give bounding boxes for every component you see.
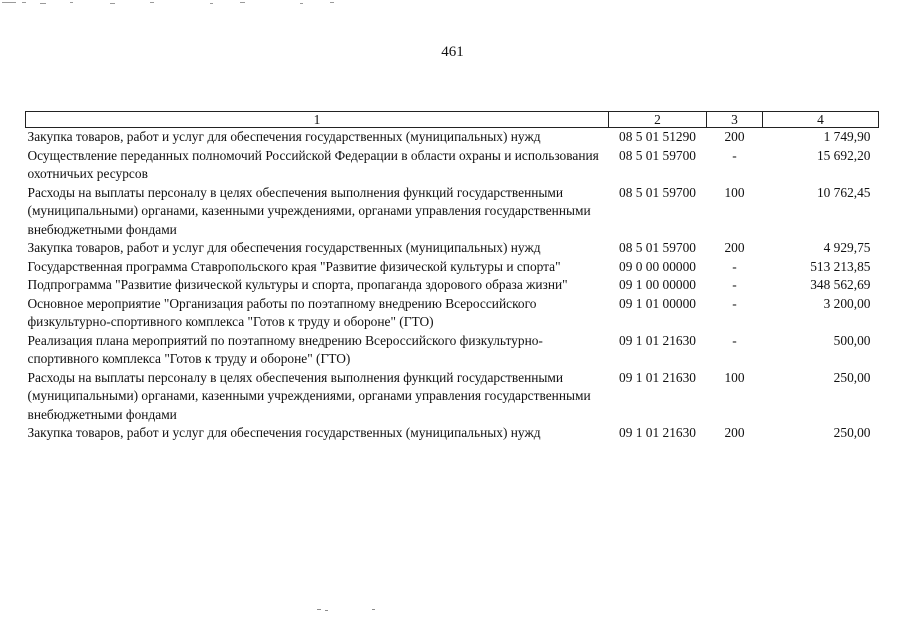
row-type: 100	[724, 184, 745, 200]
table-row	[26, 276, 879, 295]
row-amount: 250,00	[833, 425, 871, 440]
row-code: 08 5 01 59700	[619, 147, 696, 163]
column-header-3: 3	[707, 112, 763, 128]
table-row	[26, 239, 879, 258]
row-type: -	[732, 295, 737, 311]
row-name: Закупка товаров, работ и услуг для обеспечения государственных (муниципальных) нужд	[27, 425, 541, 440]
row-code: 09 1 01 21630	[619, 369, 696, 385]
row-amount: 348 562,69	[810, 277, 871, 292]
table-row	[26, 369, 879, 425]
row-amount: 500,00	[833, 332, 871, 348]
table-row	[26, 332, 879, 369]
row-name: Закупка товаров, работ и услуг для обеспечения государственных (муниципальных) нужд	[27, 129, 541, 144]
table-row	[26, 128, 879, 147]
row-type: 200	[724, 425, 745, 440]
column-header-2: 2	[609, 112, 707, 128]
table-row	[26, 184, 879, 240]
row-amount: 4 929,75	[823, 240, 871, 255]
budget-table	[25, 111, 879, 443]
row-name: Расходы на выплаты персоналу в целях обеспечения выполнения функций государственными (муниципальными) органами, казенными учреждениями, органами управления государственными внебюджетными фондами	[27, 184, 591, 237]
row-amount: 250,00	[833, 369, 871, 385]
row-amount: 3 200,00	[823, 295, 871, 311]
row-code: 08 5 01 59700	[619, 240, 696, 255]
row-name: Осуществление переданных полномочий Российской Федерации в области охраны и использования охотничьих ресурсов	[27, 147, 599, 181]
row-code: 09 1 00 00000	[619, 277, 696, 292]
row-type: -	[732, 258, 737, 274]
row-amount: 15 692,20	[816, 147, 871, 163]
scan-noise-bottom	[316, 606, 376, 612]
row-code: 09 1 01 21630	[619, 425, 696, 440]
row-type: -	[732, 332, 737, 348]
scan-noise-top	[0, 0, 905, 8]
table-row	[26, 295, 879, 332]
table-row	[26, 424, 879, 443]
row-type: 100	[724, 369, 745, 385]
row-type: 200	[724, 129, 745, 144]
row-code: 09 1 01 00000	[619, 295, 696, 311]
row-name: Реализация плана мероприятий по поэтапному внедрению Всероссийского физкультурно-спортивного комплекса "Готов к труду и обороне" (ГТО)	[27, 332, 543, 366]
row-name: Расходы на выплаты персоналу в целях обеспечения выполнения функций государственными (муниципальными) органами, казенными учреждениями, органами управления государственными внебюджетными фондами	[27, 369, 591, 422]
row-code: 08 5 01 59700	[619, 184, 696, 200]
row-name: Государственная программа Ставропольского края "Развитие физической культуры и спорта"	[27, 258, 561, 274]
row-amount: 513 213,85	[810, 258, 871, 274]
header-row	[26, 112, 879, 128]
row-amount: 1 749,90	[823, 129, 871, 144]
row-code: 09 0 00 00000	[619, 258, 696, 274]
page-number: 461	[441, 44, 464, 60]
row-name: Закупка товаров, работ и услуг для обеспечения государственных (муниципальных) нужд	[27, 240, 541, 255]
row-type: -	[732, 277, 737, 292]
row-name: Подпрограмма "Развитие физической культуры и спорта, пропаганда здорового образа жизни"	[27, 277, 568, 292]
table-row	[26, 258, 879, 277]
row-type: -	[732, 147, 737, 163]
column-header-4: 4	[763, 112, 879, 128]
table-row	[26, 147, 879, 184]
row-code: 08 5 01 51290	[619, 129, 696, 144]
row-name: Основное мероприятие "Организация работы по поэтапному внедрению Всероссийского физкультурно-спортивного комплекса "Готов к труду и обороне" (ГТО)	[27, 295, 537, 329]
column-header-1: 1	[26, 112, 609, 128]
row-amount: 10 762,45	[816, 184, 871, 200]
row-type: 200	[724, 240, 745, 255]
row-code: 09 1 01 21630	[619, 332, 696, 348]
